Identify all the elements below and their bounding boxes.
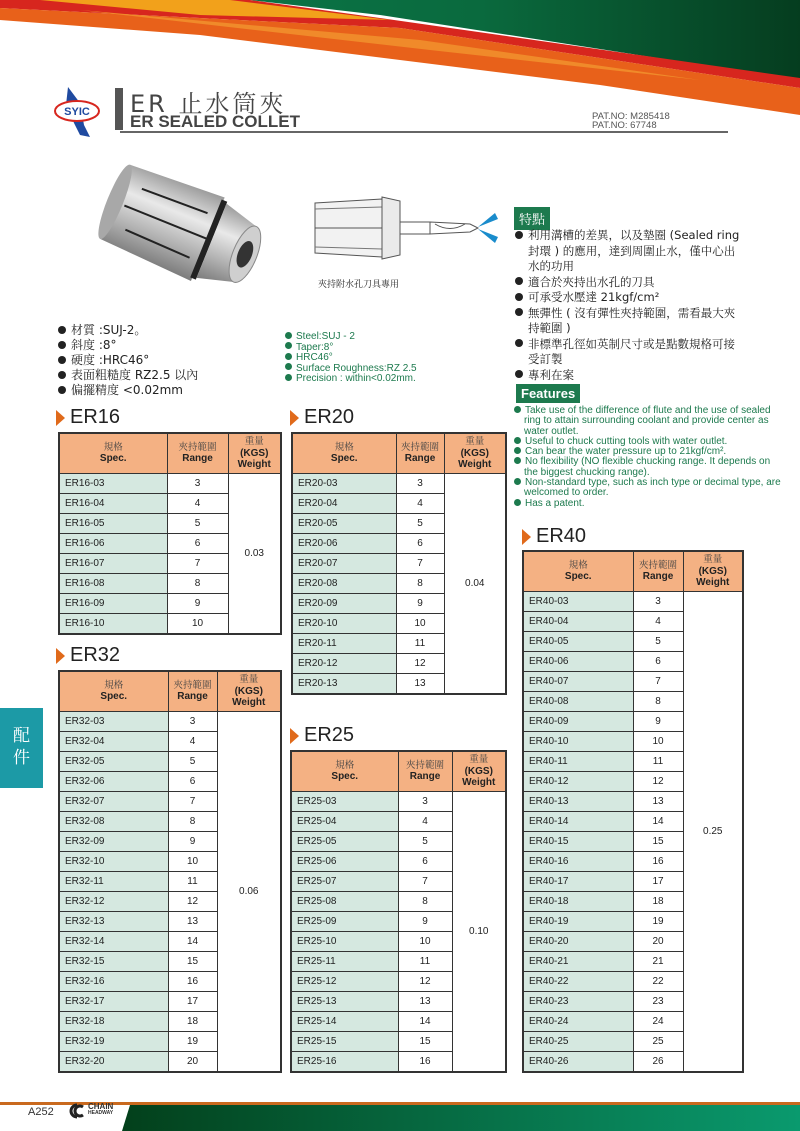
spec-cell: ER32-03	[59, 711, 168, 731]
chain-headway-logo-icon	[67, 1103, 87, 1119]
range-cell: 3	[398, 791, 452, 811]
spec-cell: ER40-14	[523, 811, 633, 831]
side-tab-text: 件	[13, 748, 30, 768]
spec-item: 偏擺精度 <0.02mm	[58, 383, 198, 398]
spec-cell: ER40-05	[523, 631, 633, 651]
svg-text:SYIC: SYIC	[64, 106, 90, 118]
feature-item: 無彈性 ( 沒有彈性夾持範圍，需看最大夾持範圍 )	[515, 306, 745, 337]
spec-cell: ER32-15	[59, 951, 168, 971]
spec-table-er16	[58, 432, 282, 635]
range-cell: 3	[168, 711, 217, 731]
spec-table-er25	[290, 750, 507, 1073]
range-cell: 13	[633, 791, 683, 811]
bullet-icon	[515, 277, 523, 285]
spec-cell: ER32-17	[59, 991, 168, 1011]
range-cell: 5	[396, 513, 444, 533]
range-cell: 4	[396, 493, 444, 513]
range-column-header: 夾持範圍 Range	[633, 551, 683, 591]
weight-cell: 0.10	[452, 791, 506, 1072]
table-header-row	[292, 433, 506, 473]
range-cell: 12	[633, 771, 683, 791]
section-title-er20: ER20	[290, 406, 354, 429]
spec-cell: ER32-12	[59, 891, 168, 911]
spec-cell: ER32-16	[59, 971, 168, 991]
diagram-caption: 夾持附水孔刀具專用	[318, 280, 400, 290]
range-cell: 15	[633, 831, 683, 851]
weight-cell: 0.04	[444, 473, 506, 694]
spec-column-header: 規格 Spec.	[59, 671, 168, 711]
spec-item: Steel:SUJ - 2	[285, 332, 417, 343]
spec-item: 硬度 :HRC46°	[58, 353, 198, 368]
triangle-icon	[522, 529, 531, 545]
spec-cell: ER25-11	[291, 951, 398, 971]
range-cell: 14	[633, 811, 683, 831]
range-cell: 16	[633, 851, 683, 871]
page-title-en: ER SEALED COLLET	[130, 112, 301, 131]
feature-item: Has a patent.	[514, 499, 784, 509]
spec-cell: ER32-06	[59, 771, 168, 791]
range-column-header: 夾持範圍 Range	[168, 671, 217, 711]
spec-item: Taper:8°	[285, 343, 417, 354]
features-en-list	[514, 406, 784, 509]
triangle-icon	[290, 410, 299, 426]
range-cell: 18	[633, 891, 683, 911]
spec-cell: ER32-07	[59, 791, 168, 811]
weight-column-header: 重量 (KGS) Weight	[452, 751, 506, 791]
triangle-icon	[56, 410, 65, 426]
weight-cell: 0.06	[217, 711, 281, 1072]
range-cell: 5	[398, 831, 452, 851]
spec-cell: ER40-07	[523, 671, 633, 691]
spec-cell: ER40-19	[523, 911, 633, 931]
spec-cell: ER40-22	[523, 971, 633, 991]
spec-item: Precision : within<0.02mm.	[285, 374, 417, 385]
spec-cell: ER32-11	[59, 871, 168, 891]
spec-cell: ER25-12	[291, 971, 398, 991]
table-row	[59, 711, 281, 731]
range-cell: 8	[633, 691, 683, 711]
bullet-icon	[515, 293, 523, 301]
range-cell: 23	[633, 991, 683, 1011]
spec-cell: ER16-07	[59, 553, 167, 573]
spec-cell: ER25-10	[291, 931, 398, 951]
range-cell: 22	[633, 971, 683, 991]
feature-item: 適合於夾持出水孔的刀具	[515, 275, 745, 291]
range-cell: 4	[167, 493, 228, 513]
spec-cell: ER20-05	[292, 513, 396, 533]
spec-cell: ER32-20	[59, 1051, 168, 1072]
range-cell: 12	[396, 653, 444, 673]
range-cell: 9	[633, 711, 683, 731]
range-cell: 19	[633, 911, 683, 931]
table-header-row	[59, 671, 281, 711]
spec-item: HRC46°	[285, 353, 417, 364]
spec-cell: ER25-08	[291, 891, 398, 911]
collet-drill-diagram	[300, 195, 500, 265]
spec-cell: ER25-16	[291, 1051, 398, 1072]
spec-cell: ER32-10	[59, 851, 168, 871]
patent-number: PAT.NO: M285418	[592, 111, 670, 122]
range-cell: 7	[398, 871, 452, 891]
range-cell: 19	[168, 1031, 217, 1051]
range-cell: 7	[167, 553, 228, 573]
spec-cell: ER25-09	[291, 911, 398, 931]
spec-cell: ER32-19	[59, 1031, 168, 1051]
range-cell: 3	[633, 591, 683, 611]
triangle-icon	[56, 648, 65, 664]
spec-cell: ER40-13	[523, 791, 633, 811]
weight-column-header: 重量 (KGS) Weight	[444, 433, 506, 473]
spec-item: Surface Roughness:RZ 2.5	[285, 364, 417, 375]
spec-cell: ER40-09	[523, 711, 633, 731]
section-title-er16: ER16	[56, 406, 120, 429]
bullet-icon	[58, 356, 66, 364]
spec-cell: ER40-15	[523, 831, 633, 851]
table-row	[523, 591, 743, 611]
weight-column-header: 重量 (KGS) Weight	[683, 551, 743, 591]
range-cell: 6	[633, 651, 683, 671]
spec-cell: ER32-18	[59, 1011, 168, 1031]
features-zh-list	[515, 228, 745, 383]
spec-cell: ER20-12	[292, 653, 396, 673]
spec-cell: ER16-09	[59, 593, 167, 613]
range-cell: 10	[633, 731, 683, 751]
bullet-icon	[285, 342, 292, 349]
spec-cell: ER16-06	[59, 533, 167, 553]
syic-logo	[50, 85, 110, 140]
range-cell: 9	[168, 831, 217, 851]
range-cell: 24	[633, 1011, 683, 1031]
range-column-header: 夾持範圍 Range	[396, 433, 444, 473]
features-en-title: Features	[516, 384, 580, 403]
spec-cell: ER25-04	[291, 811, 398, 831]
range-cell: 6	[167, 533, 228, 553]
range-cell: 16	[398, 1051, 452, 1072]
range-cell: 8	[167, 573, 228, 593]
spec-cell: ER16-08	[59, 573, 167, 593]
range-cell: 6	[396, 533, 444, 553]
collet-photo	[90, 148, 270, 308]
spec-cell: ER40-26	[523, 1051, 633, 1072]
spec-cell: ER40-17	[523, 871, 633, 891]
footer-banner	[0, 1090, 800, 1131]
spec-column-header: 規格 Spec.	[59, 433, 167, 473]
spec-item: 材質 :SUJ-2。	[58, 323, 198, 338]
table-header-row	[523, 551, 743, 591]
spec-cell: ER40-06	[523, 651, 633, 671]
range-cell: 14	[398, 1011, 452, 1031]
specs-en-list	[285, 332, 417, 385]
spec-table-er32	[58, 670, 282, 1073]
range-cell: 9	[396, 593, 444, 613]
spec-cell: ER16-10	[59, 613, 167, 634]
range-cell: 12	[168, 891, 217, 911]
range-cell: 3	[396, 473, 444, 493]
range-cell: 10	[396, 613, 444, 633]
spec-cell: ER20-06	[292, 533, 396, 553]
brand-name: CHAIN HEADWAY	[88, 1102, 114, 1116]
bullet-icon	[58, 326, 66, 334]
spec-column-header: 規格 Spec.	[292, 433, 396, 473]
bullet-icon	[285, 332, 292, 339]
range-cell: 13	[396, 673, 444, 694]
spec-cell: ER20-03	[292, 473, 396, 493]
feature-item: 專利在案	[515, 368, 745, 384]
page-number: A252	[28, 1106, 54, 1118]
spec-cell: ER40-08	[523, 691, 633, 711]
weight-column-header: 重量 (KGS) Weight	[217, 671, 281, 711]
spec-item: 斜度 :8°	[58, 338, 198, 353]
spec-cell: ER40-11	[523, 751, 633, 771]
range-cell: 4	[168, 731, 217, 751]
patent-number: PAT.NO: 67748	[592, 120, 657, 131]
spec-cell: ER16-05	[59, 513, 167, 533]
spec-cell: ER40-23	[523, 991, 633, 1011]
bullet-icon	[514, 478, 521, 485]
bullet-icon	[58, 371, 66, 379]
spec-cell: ER40-10	[523, 731, 633, 751]
bullet-icon	[514, 447, 521, 454]
spec-table-er20	[291, 432, 507, 695]
side-tab-accessories	[0, 708, 43, 788]
spec-cell: ER32-09	[59, 831, 168, 851]
spec-cell: ER16-03	[59, 473, 167, 493]
features-zh-title: 特點	[514, 207, 550, 230]
spec-cell: ER16-04	[59, 493, 167, 513]
feature-item: Take use of the difference of flute and the use of sealed ring to attain surrounding coolant and provide center as water outlet.	[514, 406, 784, 437]
bullet-icon	[514, 437, 521, 444]
bullet-icon	[515, 308, 523, 316]
bullet-icon	[514, 499, 521, 506]
section-title-er40: ER40	[522, 525, 586, 548]
range-cell: 10	[398, 931, 452, 951]
spec-table-er40	[522, 550, 744, 1073]
title-divider	[120, 131, 728, 133]
feature-item: 利用溝槽的差異，以及墊圈 (Sealed ring 封環 ) 的應用，達到周圍止水，僅中心出水的功用	[515, 228, 745, 275]
range-cell: 7	[168, 791, 217, 811]
bullet-icon	[514, 406, 521, 413]
range-cell: 4	[398, 811, 452, 831]
range-cell: 13	[168, 911, 217, 931]
spec-column-header: 規格 Spec.	[523, 551, 633, 591]
weight-cell: 0.03	[228, 473, 281, 634]
spec-cell: ER25-14	[291, 1011, 398, 1031]
spec-cell: ER25-05	[291, 831, 398, 851]
range-cell: 20	[168, 1051, 217, 1072]
range-cell: 15	[398, 1031, 452, 1051]
range-cell: 5	[633, 631, 683, 651]
section-title-er32: ER32	[56, 644, 120, 667]
spec-cell: ER40-16	[523, 851, 633, 871]
spec-cell: ER32-05	[59, 751, 168, 771]
spec-cell: ER25-03	[291, 791, 398, 811]
range-cell: 11	[396, 633, 444, 653]
table-header-row	[291, 751, 506, 791]
range-cell: 10	[168, 851, 217, 871]
weight-cell: 0.25	[683, 591, 743, 1072]
feature-item: 非標準孔徑如英制尺寸或是點數規格可接受訂製	[515, 337, 745, 368]
feature-item: Non-standard type, such as inch type or decimal type, are welcomed to order.	[514, 478, 784, 499]
table-row	[59, 473, 281, 493]
table-row	[292, 473, 506, 493]
range-cell: 7	[633, 671, 683, 691]
spec-cell: ER25-13	[291, 991, 398, 1011]
spec-cell: ER40-25	[523, 1031, 633, 1051]
spec-cell: ER25-07	[291, 871, 398, 891]
spec-cell: ER32-13	[59, 911, 168, 931]
range-cell: 9	[167, 593, 228, 613]
spec-cell: ER40-12	[523, 771, 633, 791]
bullet-icon	[515, 231, 523, 239]
spec-cell: ER20-13	[292, 673, 396, 694]
range-cell: 9	[398, 911, 452, 931]
range-cell: 11	[633, 751, 683, 771]
range-cell: 14	[168, 931, 217, 951]
range-cell: 11	[398, 951, 452, 971]
range-column-header: 夾持範圍 Range	[398, 751, 452, 791]
range-cell: 21	[633, 951, 683, 971]
range-cell: 8	[168, 811, 217, 831]
spec-cell: ER20-10	[292, 613, 396, 633]
range-cell: 6	[168, 771, 217, 791]
range-cell: 11	[168, 871, 217, 891]
spec-cell: ER20-09	[292, 593, 396, 613]
side-tab-text: 配	[13, 726, 30, 746]
bullet-icon	[514, 457, 521, 464]
page-title-zh: ER 止水筒夾	[130, 90, 287, 118]
spec-cell: ER40-24	[523, 1011, 633, 1031]
range-cell: 8	[398, 891, 452, 911]
title-accent-bar	[115, 88, 123, 130]
bullet-icon	[58, 386, 66, 394]
bullet-icon	[285, 374, 292, 381]
spec-cell: ER25-15	[291, 1031, 398, 1051]
spec-cell: ER32-04	[59, 731, 168, 751]
spec-cell: ER40-18	[523, 891, 633, 911]
spec-cell: ER40-21	[523, 951, 633, 971]
bullet-icon	[58, 341, 66, 349]
range-cell: 10	[167, 613, 228, 634]
feature-item: Useful to chuck cutting tools with water outlet.	[514, 437, 784, 447]
feature-item: 可承受水壓達 21kgf/cm²	[515, 290, 745, 306]
table-row	[291, 791, 506, 811]
bullet-icon	[515, 370, 523, 378]
range-cell: 5	[167, 513, 228, 533]
range-cell: 3	[167, 473, 228, 493]
range-cell: 13	[398, 991, 452, 1011]
range-cell: 7	[396, 553, 444, 573]
range-cell: 25	[633, 1031, 683, 1051]
spec-cell: ER20-07	[292, 553, 396, 573]
range-cell: 18	[168, 1011, 217, 1031]
bullet-icon	[285, 363, 292, 370]
range-cell: 17	[168, 991, 217, 1011]
spec-cell: ER40-03	[523, 591, 633, 611]
spec-cell: ER40-04	[523, 611, 633, 631]
feature-item: Can bear the water pressure up to 21kgf/cm².	[514, 447, 784, 457]
range-cell: 17	[633, 871, 683, 891]
range-cell: 20	[633, 931, 683, 951]
range-column-header: 夾持範圍 Range	[167, 433, 228, 473]
spec-cell: ER40-20	[523, 931, 633, 951]
range-cell: 6	[398, 851, 452, 871]
spec-cell: ER20-04	[292, 493, 396, 513]
spec-cell: ER32-14	[59, 931, 168, 951]
bullet-icon	[285, 353, 292, 360]
specs-zh-list	[58, 323, 198, 398]
range-cell: 16	[168, 971, 217, 991]
spec-cell: ER32-08	[59, 811, 168, 831]
spec-cell: ER20-08	[292, 573, 396, 593]
range-cell: 8	[396, 573, 444, 593]
spec-item: 表面粗糙度 RZ2.5 以內	[58, 368, 198, 383]
bullet-icon	[515, 339, 523, 347]
range-cell: 15	[168, 951, 217, 971]
range-cell: 4	[633, 611, 683, 631]
section-title-er25: ER25	[290, 724, 354, 747]
spec-cell: ER25-06	[291, 851, 398, 871]
triangle-icon	[290, 728, 299, 744]
feature-item: No flexibility (NO flexible chucking range. It depends on the biggest chucking range).	[514, 457, 784, 478]
range-cell: 12	[398, 971, 452, 991]
range-cell: 5	[168, 751, 217, 771]
weight-column-header: 重量 (KGS) Weight	[228, 433, 281, 473]
spec-column-header: 規格 Spec.	[291, 751, 398, 791]
range-cell: 26	[633, 1051, 683, 1072]
spec-cell: ER20-11	[292, 633, 396, 653]
table-header-row	[59, 433, 281, 473]
